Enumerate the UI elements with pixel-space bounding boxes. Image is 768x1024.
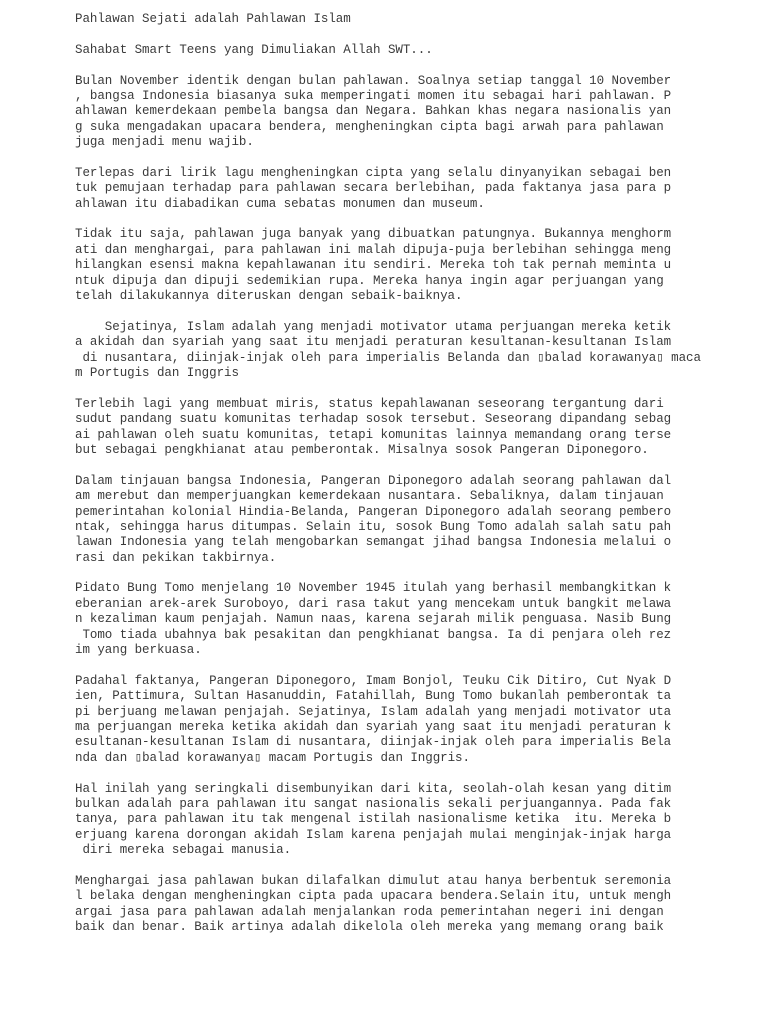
text-line: Bulan November identik dengan bulan pahlawan. Soalnya setiap tanggal 10 November: [75, 73, 672, 88]
text-line: Pidato Bung Tomo menjelang 10 November 1945 itulah yang berhasil membangkitkan k: [75, 581, 672, 596]
text-line: ati dan menghargai, para pahlawan ini malah dipuja-puja berlebihan sehingga meng: [75, 242, 672, 257]
text-line: ahlawan kemerdekaan pembela bangsa dan Negara. Bahkan khas negara nasionalis yan: [75, 104, 672, 119]
text-line: argai jasa para pahlawan adalah menjalankan roda pemerintahan negeri ini dengan: [75, 904, 664, 919]
text-line: Tomo tiada ubahnya bak pesakitan dan pengkhianat bangsa. Ia di penjara oleh rez: [75, 627, 672, 642]
paragraph-gap: [75, 304, 715, 319]
text-line: telah dilakukannya diteruskan dengan sebaik-baiknya.: [75, 289, 463, 304]
text-line: a akidah dan syariah yang saat itu menjadi peraturan kesultanan-kesultanan Islam: [75, 335, 672, 350]
text-line: ntuk dipuja dan dipuji sedemikian rupa. Mereka hanya ingin agar perjuangan yang: [75, 273, 664, 288]
text-line: , bangsa Indonesia biasanya suka memperingati momen itu sebagai hari pahlawan. P: [75, 88, 672, 103]
paragraph: [75, 674, 715, 766]
text-line: di nusantara, diinjak-injak oleh para imperialis Belanda dan ▯balad korawanya▯ maca: [75, 350, 701, 365]
paragraph: [75, 474, 715, 566]
text-line: juga menjadi menu wajib.: [75, 135, 254, 150]
text-line: Tidak itu saja, pahlawan juga banyak yang dibuatkan patungnya. Bukannya menghorm: [75, 227, 672, 242]
paragraph: [75, 320, 715, 382]
text-line: erjuang karena dorongan akidah Islam karena penjajah mulai menginjak-injak harga: [75, 827, 672, 842]
paragraph: [75, 397, 715, 459]
text-line: Sejatinya, Islam adalah yang menjadi motivator utama perjuangan mereka ketik: [75, 319, 672, 334]
text-line: hilangkan esensi makna kepahlawanan itu sendiri. Mereka toh tak pernah meminta u: [75, 258, 672, 273]
text-line: m Portugis dan Inggris: [75, 365, 239, 380]
greeting-line: Sahabat Smart Teens yang Dimuliakan Allah SWT...: [75, 42, 433, 57]
text-line: ien, Pattimura, Sultan Hasanuddin, Fatahillah, Bung Tomo bukanlah pemberontak ta: [75, 689, 672, 704]
text-line: pemerintahan kolonial Hindia-Belanda, Pangeran Diponegoro adalah seorang pembero: [75, 504, 672, 519]
text-line: Terlebih lagi yang membuat miris, status kepahlawanan seseorang tergantung dari: [75, 396, 664, 411]
paragraph: [75, 874, 715, 936]
paragraph: [75, 74, 715, 151]
document-title: Pahlawan Sejati adalah Pahlawan Islam: [75, 12, 351, 26]
text-line: eberanian arek-arek Suroboyo, dari rasa takut yang mencekam untuk bangkit melawa: [75, 596, 672, 611]
paragraph: [75, 166, 715, 212]
paragraph-gap: [75, 27, 715, 42]
text-line: Menghargai jasa pahlawan bukan dilafalkan dimulut atau hanya berbentuk seremonia: [75, 873, 672, 888]
paragraph-gap: [75, 658, 715, 673]
paragraph-gap: [75, 212, 715, 227]
text-line: diri mereka sebagai manusia.: [75, 843, 292, 858]
paragraph-gap: [75, 58, 715, 73]
paragraph: [75, 581, 715, 658]
text-line: ma perjuangan mereka ketika akidah dan syariah yang saat itu menjadi peraturan k: [75, 719, 672, 734]
text-line: pi berjuang melawan penjajah. Sejatinya, Islam adalah yang menjadi motivator uta: [75, 704, 672, 719]
text-line: Dalam tinjauan bangsa Indonesia, Pangeran Diponegoro adalah seorang pahlawan dal: [75, 473, 672, 488]
document-body: [75, 12, 715, 935]
paragraph-gap: [75, 381, 715, 396]
text-line: g suka mengadakan upacara bendera, mengheningkan cipta bagi arwah para pahlawan: [75, 119, 664, 134]
text-line: rasi dan pekikan takbirnya.: [75, 550, 277, 565]
text-line: am merebut dan memperjuangkan kemerdekaan nusantara. Sebaliknya, dalam tinjauan: [75, 489, 664, 504]
text-line: but sebagai pengkhianat atau pemberontak. Misalnya sosok Pangeran Diponegoro.: [75, 442, 649, 457]
text-line: Terlepas dari lirik lagu mengheningkan cipta yang selalu dinyanyikan sebagai ben: [75, 165, 672, 180]
paragraph-gap: [75, 858, 715, 873]
paragraph-list: [75, 74, 715, 936]
text-line: sudut pandang suatu komunitas terhadap sosok tersebut. Seseorang dipandang sebag: [75, 412, 672, 427]
paragraph-gap: [75, 458, 715, 473]
text-line: n kezaliman kaum penjajah. Namun naas, karena sejarah milik penguasa. Nasib Bung: [75, 612, 672, 627]
text-line: ntak, sehingga harus ditumpas. Selain itu, sosok Bung Tomo adalah salah satu pah: [75, 519, 672, 534]
text-line: baik dan benar. Baik artinya adalah dikelola oleh mereka yang memang orang baik: [75, 920, 664, 935]
paragraph: [75, 782, 715, 859]
text-line: Padahal faktanya, Pangeran Diponegoro, Imam Bonjol, Teuku Cik Ditiro, Cut Nyak D: [75, 673, 672, 688]
text-line: tuk pemujaan terhadap para pahlawan secara berlebihan, pada faktanya jasa para p: [75, 181, 672, 196]
paragraph-gap: [75, 566, 715, 581]
text-line: l belaka dengan mengheningkan cipta pada upacara bendera.Selain itu, untuk mengh: [75, 889, 672, 904]
text-line: nda dan ▯balad korawanya▯ macam Portugis dan Inggris.: [75, 750, 470, 765]
text-line: esultanan-kesultanan Islam di nusantara, diinjak-injak oleh para imperialis Bela: [75, 735, 672, 750]
text-line: lawan Indonesia yang telah mengobarkan semangat jihad bangsa Indonesia melalui o: [75, 535, 672, 550]
paragraph-gap: [75, 766, 715, 781]
text-line: bulkan adalah para pahlawan itu sangat nasionalis sekali perjuangannya. Pada fak: [75, 796, 672, 811]
text-line: ahlawan itu diabadikan cuma sebatas monumen dan museum.: [75, 196, 485, 211]
text-line: Hal inilah yang seringkali disembunyikan dari kita, seolah-olah kesan yang ditim: [75, 781, 672, 796]
text-line: tanya, para pahlawan itu tak mengenal istilah nasionalisme ketika itu. Mereka b: [75, 812, 672, 827]
text-line: ai pahlawan oleh suatu komunitas, tetapi komunitas lainnya memandang orang terse: [75, 427, 672, 442]
text-line: im yang berkuasa.: [75, 643, 202, 658]
paragraph-gap: [75, 151, 715, 166]
paragraph: [75, 227, 715, 304]
